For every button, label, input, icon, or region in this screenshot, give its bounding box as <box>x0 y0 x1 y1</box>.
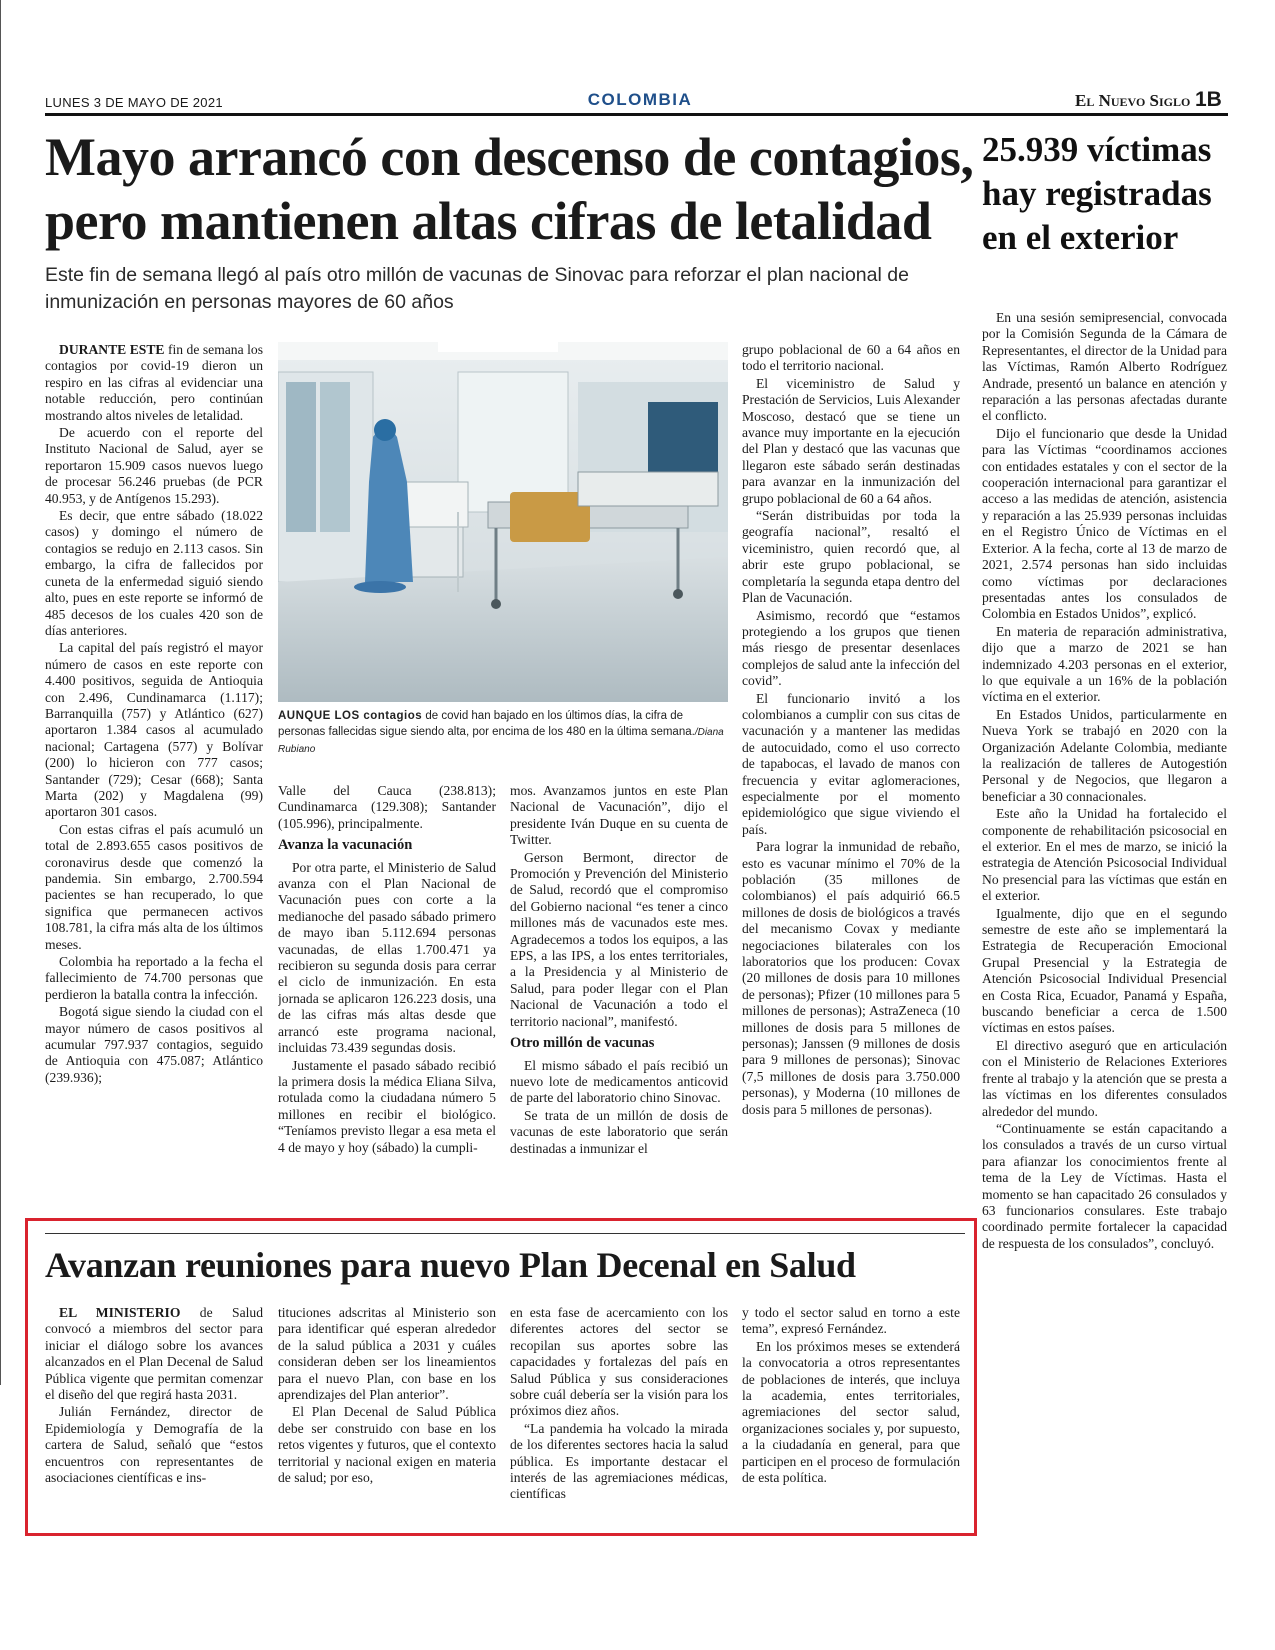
paragraph <box>510 783 728 849</box>
paragraph <box>45 1004 263 1086</box>
main-deck: Este fin de semana llegó al país otro millón de vacunas de Sinovac para reforzar el plan nacional de inmunización en personas mayores de 60 años <box>45 264 909 313</box>
paragraph-text: Por otra parte, el Ministerio de Salud avanza con el Plan Nacional de Vacunación pues con corte a la medianoche del pasado sábado primero de mayo iban 5.112.694 personas vacunadas, de ellas 1.700.471 ya recibieron su segunda dosis para cerrar el ciclo de inmunización. En esta jornada se aplicaron 126.223 dosis, una de las cifras más altas desde que arrancó este programa nacional, incluidas 73.439 segundas dosis. <box>278 859 496 1056</box>
newspaper-name: El Nuevo Siglo <box>1075 91 1191 110</box>
sidebar-headline: 25.939 víctimas hay registradas en el exterior <box>982 130 1212 257</box>
paragraph-text: Para lograr la inmunidad de rebaño, esto es vacunar mínimo el 70% de la población (35 millones de colombianos) el país adquirió 66.5 millones de dosis de biológicos a través del mecanismo Covax y mediante negociaciones bilaterales con los laboratorios que los producen: Covax (20 millones de dosis para 10 millones de personas); Pfizer (10 millones para 5 millones de personas); AstraZeneca (10 millones de dosis para 5 millones de personas); Janssen (9 millones de dosis para 9 millones de personas); Sinovac (7,5 millones de dosis para 3.750.000 personas), y Moderna (10 millones de dosis para 5 millones de personas). <box>742 839 960 1117</box>
paragraph <box>278 1404 496 1486</box>
hospital-photo <box>278 342 728 702</box>
lead-kicker: EL MINISTERIO <box>59 1305 181 1320</box>
paragraph: “Continuamente se están capacitando a los consulados a través de un curso virtual para afianzar los conocimientos frente al tema de la Ley de Víctimas. Hasta el momento se han capacitado 26 consulados y 63 funcionarios consulares. Este trabajo coordinado permite fortalecer la capacidad de respuesta de los consulados”, concluyó. <box>982 1120 1227 1251</box>
boxed-column-3 <box>510 1305 728 1525</box>
paragraph <box>45 1305 263 1403</box>
paragraph <box>510 1305 728 1420</box>
subheading: Avanza la vacunación <box>278 837 413 854</box>
page-number: 1B <box>1195 88 1222 111</box>
boxed-column-4 <box>742 1305 960 1525</box>
photo-credit: /Diana Rubiano <box>278 727 724 755</box>
paragraph-text: fin de semana los contagios por covid-19 dieron un respiro en las cifras al evidenciar una notable reducción, pero continúan mostrando altos niveles de letalidad. <box>45 342 263 423</box>
paragraph: En una sesión semipresencial, convocada por la Comisión Segunda de la Cámara de Representantes, el director de la Unidad para las Víctimas, Ramón Alberto Rodríguez Andrade, presentó un balance en atención y reparación a las personas afectadas durante el conflicto. <box>982 310 1227 424</box>
paragraph-text: y todo el sector salud en torno a este tema”, expresó Fernández. <box>742 1305 960 1337</box>
paragraph <box>742 691 960 839</box>
paragraph <box>45 1404 263 1486</box>
paragraph <box>45 342 263 424</box>
masthead-rule <box>45 113 1228 116</box>
paragraph: El directivo aseguró que en articulación con el Ministerio de Relaciones Exteriores frente al trabajo y la atención que se presta a las víctimas en los diferentes consulados alrededor del mundo. <box>982 1037 1227 1119</box>
paragraph-text: En los próximos meses se extenderá la convocatoria a otros representantes de poblaciones de interés, que incluya la academia, entes territoriales, agremiaciones del sector salud, organizaciones sociales y, por supuesto, a la ciudadanía en general, para que participen en el proceso de formulación de esta política. <box>742 1338 960 1486</box>
paragraph: Dijo el funcionario que desde la Unidad para las Víctimas “coordinamos acciones con entidades estatales y con el sector de la cooperación internacional para garantizar el acceso a las medidas de atención, asistencia y reparación a las 25.939 personas incluidas en el Registro Único de Víctimas en el Exterior. A la fecha, corte al 13 de marzo de 2021, 2.574 personas han sido incluidas como víctimas por declaraciones presentadas antes los consulados de Colombia en Estados Unidos”, explicó. <box>982 425 1227 622</box>
paragraph-text: “Serán distribuidas por toda la geografía nacional”, resaltó el viceministro, quien recordó que, al abrir este grupo poblacional, se completaría la segunda etapa dentro del Plan de Vacunación. <box>742 508 960 606</box>
paragraph <box>510 1421 728 1503</box>
boxed-story-headline: Avanzan reuniones para nuevo Plan Decenal en Salud <box>45 1245 856 1285</box>
paragraph-text: tituciones adscritas al Ministerio son para identificar qué esperan alrededor de la salud pública a 2031 y cuáles consideran deben ser los lineamientos para el nuevo Plan, con base en los aprendizajes del Plan anterior”. <box>278 1305 496 1403</box>
paragraph-text: “La pandemia ha volcado la mirada de los diferentes sectores hacia la salud pública. Es importante destacar el interés de las agremiaciones médicas, científicas <box>510 1420 728 1502</box>
issue-date: LUNES 3 DE MAYO DE 2021 <box>45 95 223 110</box>
paragraph <box>45 508 263 639</box>
paragraph-text: El mismo sábado el país recibió un nuevo lote de medicamentos anticovid de parte del laboratorio chino Sinovac. <box>510 1057 728 1106</box>
paragraph: Este año la Unidad ha fortalecido el componente de rehabilitación psicosocial en el exterior. En el mes de marzo, se inició la estrategia de Atención Psicosocial Individual No presencial para las víctimas que están en el exterior. <box>982 806 1227 904</box>
main-column-2 <box>278 783 496 1237</box>
paragraph-text: De acuerdo con el reporte del Instituto Nacional de Salud, ayer se reportaron 15.909 casos nuevos luego de procesar 56.246 pruebas (de PCR 40.953, y de Antígenos 15.293). <box>45 425 263 506</box>
paragraph-text: El Plan Decenal de Salud Pública debe ser construido con base en los retos vigentes y futuros, que el contexto territorial y nacional exigen en materia de salud; por eso, <box>278 1404 496 1486</box>
paragraph: Igualmente, dijo que en el segundo semestre de este año se implementará la Estrategia de Recuperación Emocional Grupal Presencial y la Estrategia de Atención Psicosocial Individual Presencial en Costa Rica, Ecuador, Panamá y España, buscando beneficiar a cerca de 1.500 víctimas en estos países. <box>982 905 1227 1036</box>
paragraph-text: Colombia ha reportado a la fecha el fallecimiento de 74.700 personas que perdieron la batalla contra la infección. <box>45 954 263 1002</box>
paragraph <box>45 425 263 507</box>
paragraph <box>45 954 263 1003</box>
lead-kicker: DURANTE ESTE <box>59 342 165 357</box>
photo-caption-lead: AUNQUE LOS contagios <box>278 710 423 722</box>
hospital-photo-illustration <box>278 342 728 702</box>
paragraph <box>278 860 496 1057</box>
paragraph <box>45 640 263 820</box>
section-name: COLOMBIA <box>587 90 693 109</box>
paragraph-text: grupo poblacional de 60 a 64 años en todo el territorio nacional. <box>742 342 960 374</box>
paragraph <box>742 342 960 375</box>
paragraph <box>510 1058 728 1107</box>
paragraph <box>742 608 960 690</box>
paragraph-text: La capital del país registró el mayor número de casos en este reporte con 4.400 positivos, seguida de Antioquia con 2.496, Cundinamarca (1.117); Barranquilla (757) y Atlántico (627) aportaron 1.384 casos al acumulado nacional; Cartagena (577) y Bolívar (200) lo hicieron con 777 casos; Santander (729); Cesar (668); Santa Marta (202) y Magdalena (99) aportaron 301 casos. <box>45 640 263 820</box>
paragraph-text: Valle del Cauca (238.813); Cundinamarca (129.308); Santander (105.996), principalmente. <box>278 783 496 831</box>
boxed-column-2 <box>278 1305 496 1525</box>
paragraph <box>278 1058 496 1156</box>
paragraph-text: en esta fase de acercamiento con los diferentes actores del sector se recopilan sus aportes sobre las capacidades y fortalezas del país en Salud Pública y sus consideraciones sobre cuál debería ser la visión para los próximos diez años. <box>510 1305 728 1419</box>
paragraph-text: Julián Fernández, director de Epidemiología y Demografía de la cartera de Salud, señaló que “estos encuentros con representantes de asociaciones científicas e ins- <box>45 1404 263 1486</box>
sidebar-divider <box>0 0 1 1385</box>
paragraph-text: Gerson Bermont, director de Promoción y Prevención del Ministerio de Salud, recordó que el compromiso del Gobierno nacional “es tener a cinco millones más de vacunados este mes. Agradecemos a todos los equipos, a las EPS, a las IPS, a los entes territoriales, a la Presidencia y al Ministerio de Salud, para poder llegar con el Plan Nacional de Vacunación a todo el territorio nacional”, manifestó. <box>510 849 728 1029</box>
paragraph-text: Se trata de un millón de dosis de vacunas de este laboratorio que serán destinadas a inmunizar el <box>510 1107 728 1156</box>
main-column-1 <box>45 342 263 1237</box>
boxed-column-1 <box>45 1305 263 1525</box>
paragraph: En Estados Unidos, particularmente en Nueva York se trabajó en 2020 con la Organización Adelante Colombia, mediante la realización de talleres de Autogestión Personal y de Negocios, que llegaron a beneficiar a 30 connacionales. <box>982 706 1227 804</box>
main-headline: Mayo arrancó con descenso de contagios, pero mantienen altas cifras de letalidad <box>45 127 974 251</box>
main-column-3 <box>510 783 728 1237</box>
paragraph-text: Bogotá sigue siendo la ciudad con el mayor número de casos positivos al acumular 797.937 contagios, seguido de Antioquia con 475.087; Atlántico (239.936); <box>45 1004 263 1085</box>
paragraph <box>278 783 496 832</box>
paragraph <box>278 1305 496 1403</box>
paragraph: En materia de reparación administrativa, dijo que a marzo de 2021 se han indemnizado 4.203 personas en el exterior, lo que equivale a un 16% de la población víctima en el exterior. <box>982 623 1227 705</box>
paragraph-text: Con estas cifras el país acumuló un total de 2.893.655 casos positivos de coronavirus desde que comenzó la pandemia. Sin embargo, 2.700.594 pacientes se han recuperado, lo que significa que permanecen activos 108.781, la cifra más alta de los últimos meses. <box>45 821 263 952</box>
paragraph <box>742 839 960 1118</box>
photo-caption <box>278 708 728 758</box>
boxed-story-rule <box>45 1233 965 1234</box>
paragraph <box>742 1305 960 1338</box>
paragraph-text: de Salud convocó a miembros del sector para iniciar el diálogo sobre los avances alcanzados en el Plan Decenal de Salud Pública vigente que permitan comenzar el diseño del que regirá hasta 2031. <box>45 1305 263 1403</box>
paragraph <box>742 508 960 606</box>
paragraph <box>510 850 728 1030</box>
photo-caption-text: de covid han bajado en los últimos días, la cifra de personas fallecidas sigue siendo alta, por encima de los 480 en la última semana. <box>278 710 695 738</box>
main-column-4 <box>742 342 960 1237</box>
sidebar-body <box>982 310 1227 1510</box>
subheading: Otro millón de vacunas <box>510 1035 655 1052</box>
paragraph <box>510 1108 728 1157</box>
paragraph-text: El funcionario invitó a los colombianos a cumplir con sus citas de vacunación y a mantener las medidas de autocuidado, como el uso correcto de tapabocas, el lavado de manos con frecuencia y evitar aglomeraciones, especialmente por el momento epidemiológico que sigue viviendo el país. <box>742 690 960 837</box>
paragraph <box>742 376 960 507</box>
paragraph-text: El viceministro de Salud y Prestación de Servicios, Luis Alexander Moscoso, destacó que se tiene un avance muy importante en la ejecución del Plan y destacó que las vacunas que llegaron este sábado serán destinadas para avanzar en la inmunización del grupo poblacional de 60 a 64 años. <box>742 375 960 506</box>
paragraph-text: mos. Avanzamos juntos en este Plan Nacional de Vacunación”, dijo el presidente Iván Duque en su cuenta de Twitter. <box>510 783 728 848</box>
paragraph-text: Asimismo, recordó que “estamos protegiendo a los grupos que tienen más riesgo de presentar desenlaces complejos de salud ante la infección del covid”. <box>742 607 960 689</box>
paragraph <box>742 1339 960 1487</box>
paragraph-text: Justamente el pasado sábado recibió la primera dosis la médica Eliana Silva, rotulada como la ciudadana número 5 millones en recibir el biológico. “Teníamos previsto llegar a esa meta el 4 de mayo y hoy (sábado) la cumpli- <box>278 1057 496 1155</box>
paragraph <box>45 822 263 953</box>
paragraph-text: Es decir, que entre sábado (18.022 casos) y domingo el número de contagios se redujo en 2.113 casos. Sin embargo, la cifra de fallecidos por cuneta de la enfermedad siguió siendo alto, pues en este reporte se informó de 485 decesos de los cuales 420 son de días anteriores. <box>45 508 263 638</box>
